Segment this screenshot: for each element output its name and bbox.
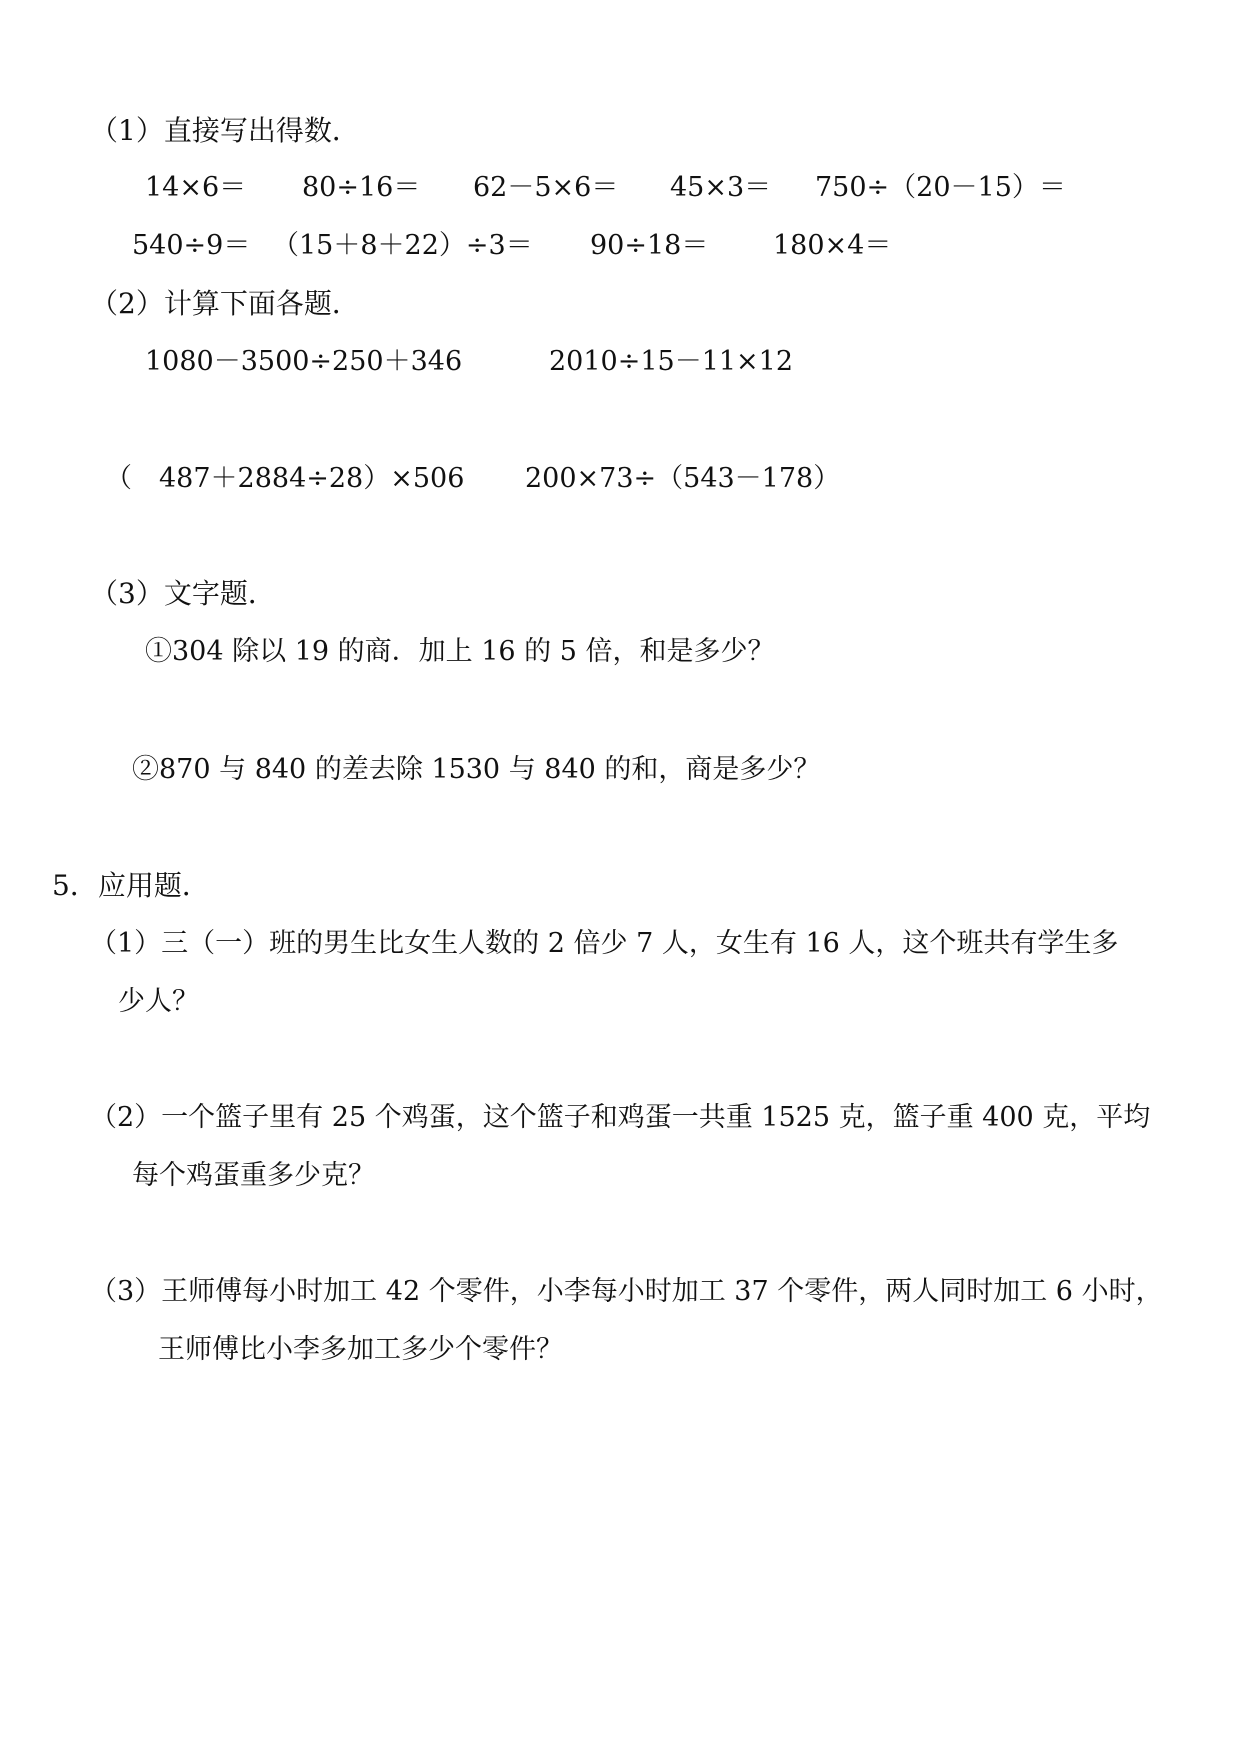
application-problem-line: （1）三（一）班的男生比女生人数的 2 倍少 7 人，女生有 16 人，这个班共有学生多 — [90, 928, 1119, 959]
oral-calc-item: （15＋8＋22）÷3＝ — [272, 230, 533, 261]
oral-calc-item: 540÷9＝ — [132, 230, 251, 261]
oral-calc-item: 90÷18＝ — [590, 230, 709, 261]
calc-problem: 1080－3500÷250＋346 — [145, 346, 463, 377]
part2-heading: （2）计算下面各题． — [90, 287, 360, 320]
oral-calc-item: 62－5×6＝ — [473, 172, 619, 203]
oral-calc-item: 750÷（20－15）＝ — [815, 172, 1066, 203]
oral-calc-item: 80÷16＝ — [302, 172, 421, 203]
application-problem-line: 少人？ — [118, 986, 199, 1017]
application-problem-line: 王师傅比小李多加工多少个零件？ — [158, 1334, 563, 1365]
application-problem-line: （3）王师傅每小时加工 42 个零件，小李每小时加工 37 个零件，两人同时加工 6 小时， — [90, 1276, 1163, 1307]
oral-calc-item: 14×6＝ — [145, 172, 247, 203]
calc-problem: 200×73÷（543－178） — [525, 463, 841, 494]
section5-heading: 5．应用题． — [52, 869, 210, 902]
application-problem-line: 每个鸡蛋重多少克？ — [132, 1160, 375, 1191]
word-problem: ②870 与 840 的差去除 1530 与 840 的和，商是多少？ — [132, 754, 821, 785]
part1-heading: （1）直接写出得数． — [90, 114, 360, 147]
part3-heading: （3）文字题． — [90, 577, 276, 610]
calc-problem: （ 487＋2884÷28）×506 — [105, 463, 465, 494]
oral-calc-item: 45×3＝ — [670, 172, 772, 203]
calc-problem: 2010÷15－11×12 — [549, 346, 794, 377]
word-problem: ①304 除以 19 的商．加上 16 的 5 倍，和是多少？ — [145, 636, 775, 667]
application-problem-line: （2）一个篮子里有 25 个鸡蛋，这个篮子和鸡蛋一共重 1525 克，篮子重 400 克，平均 — [90, 1102, 1151, 1133]
oral-calc-item: 180×4＝ — [773, 230, 892, 261]
